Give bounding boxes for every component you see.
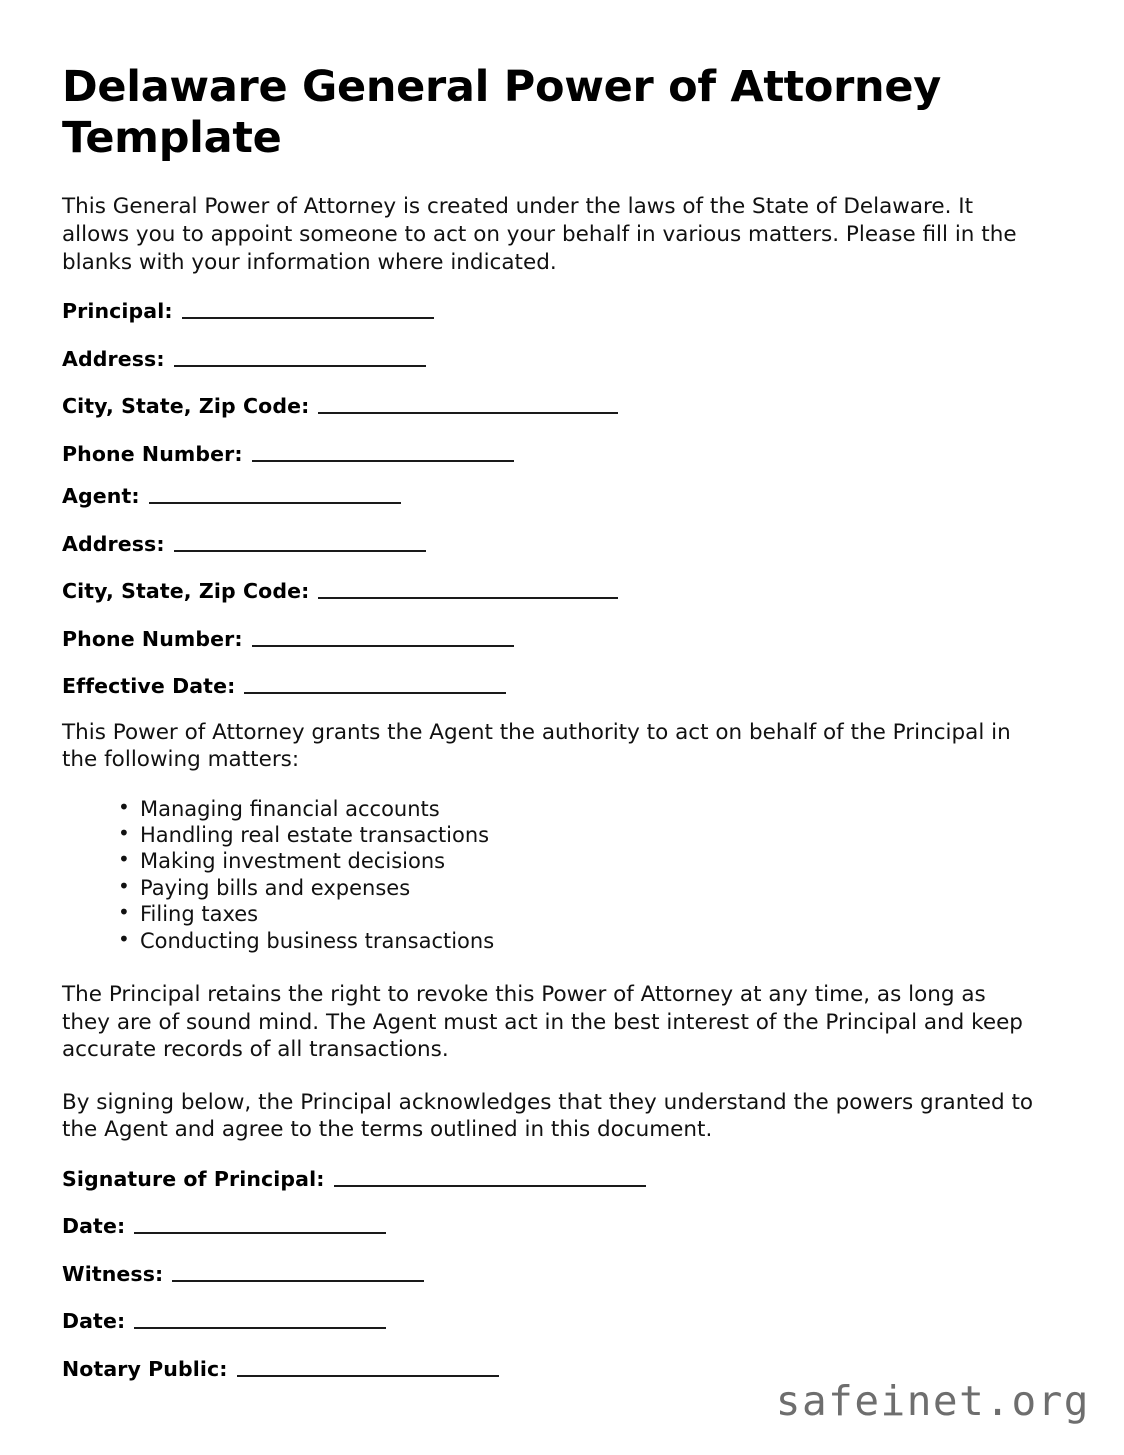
field-blank-notary-public[interactable]: [237, 1360, 499, 1377]
field-blank-witness[interactable]: [172, 1265, 424, 1282]
list-item: • Making investment decisions: [118, 848, 1035, 874]
field-blank-witness-date[interactable]: [134, 1312, 386, 1329]
list-item: • Managing financial accounts: [118, 796, 1035, 822]
authority-list: [62, 796, 1035, 955]
field-row-agent: [62, 486, 1035, 507]
field-label-notary-public: Notary Public:: [62, 1356, 228, 1381]
agent-fields-group: [62, 486, 1035, 697]
field-label-principal: Principal:: [62, 299, 173, 324]
field-label-signature-date: Date:: [62, 1214, 126, 1239]
field-label-agent-phone: Phone Number:: [62, 626, 243, 651]
field-label-principal-address: Address:: [62, 346, 165, 371]
field-blank-agent-phone[interactable]: [252, 630, 514, 647]
field-row-principal-city-state-zip: [62, 396, 1035, 417]
acknowledgement-paragraph: By signing below, the Principal acknowledges that they understand the powers granted to the Agent and agree to the terms outlined in this document.: [62, 1089, 1034, 1143]
field-blank-agent-address[interactable]: [174, 535, 426, 552]
list-item: • Handling real estate transactions: [118, 822, 1035, 848]
field-label-principal-city-state-zip: City, State, Zip Code:: [62, 394, 310, 419]
field-label-effective-date: Effective Date:: [62, 674, 236, 699]
field-row-signature-of-principal: [62, 1166, 1035, 1191]
field-blank-agent-city-state-zip[interactable]: [318, 582, 618, 599]
list-item: • Paying bills and expenses: [118, 875, 1035, 901]
field-row-witness-date: [62, 1311, 1035, 1332]
field-row-principal-address: [62, 346, 1035, 371]
field-row-principal-phone: [62, 441, 1035, 466]
field-label-witness: Witness:: [62, 1261, 164, 1286]
field-row-effective-date: [62, 676, 1035, 697]
site-watermark: safeinet.org: [775, 1377, 1090, 1425]
field-blank-principal-city-state-zip[interactable]: [318, 397, 618, 414]
signature-fields-group: [62, 1166, 1035, 1381]
field-row-agent-address: [62, 531, 1035, 556]
field-label-witness-date: Date:: [62, 1309, 126, 1334]
page-title: Delaware General Power of Attorney Template: [62, 62, 941, 163]
field-blank-signature-date[interactable]: [134, 1217, 386, 1234]
field-label-agent: Agent:: [62, 484, 140, 509]
field-blank-principal[interactable]: [182, 302, 434, 319]
authority-paragraph: This Power of Attorney grants the Agent the authority to act on behalf of the Principal in the following matters:: [62, 719, 1011, 773]
principal-fields-group: [62, 301, 1035, 464]
list-item: • Conducting business transactions: [118, 928, 1035, 954]
revocation-paragraph: The Principal retains the right to revoke this Power of Attorney at any time, as long as they are of sound mind. The Agent must act in the best interest of the Principal and keep accurate records of all transactions.: [62, 982, 1023, 1063]
field-row-agent-phone: [62, 626, 1035, 651]
list-item: • Filing taxes: [118, 901, 1035, 927]
field-blank-agent[interactable]: [149, 487, 401, 504]
field-row-agent-city-state-zip: [62, 581, 1035, 602]
intro-paragraph: This General Power of Attorney is created under the laws of the State of Delaware. It allows you to appoint someone to act on your behalf in various matters. Please fill in the blanks with your information where indicated.: [62, 194, 1017, 275]
field-row-principal: [62, 301, 1035, 322]
field-label-agent-address: Address:: [62, 531, 165, 556]
field-row-signature-date: [62, 1216, 1035, 1237]
field-blank-principal-phone[interactable]: [252, 445, 514, 462]
field-label-agent-city-state-zip: City, State, Zip Code:: [62, 579, 310, 604]
field-blank-effective-date[interactable]: [244, 677, 506, 694]
field-blank-signature-of-principal[interactable]: [334, 1170, 646, 1187]
field-label-principal-phone: Phone Number:: [62, 441, 243, 466]
field-row-witness: [62, 1261, 1035, 1286]
field-blank-principal-address[interactable]: [174, 350, 426, 367]
field-label-signature-of-principal: Signature of Principal:: [62, 1166, 325, 1191]
